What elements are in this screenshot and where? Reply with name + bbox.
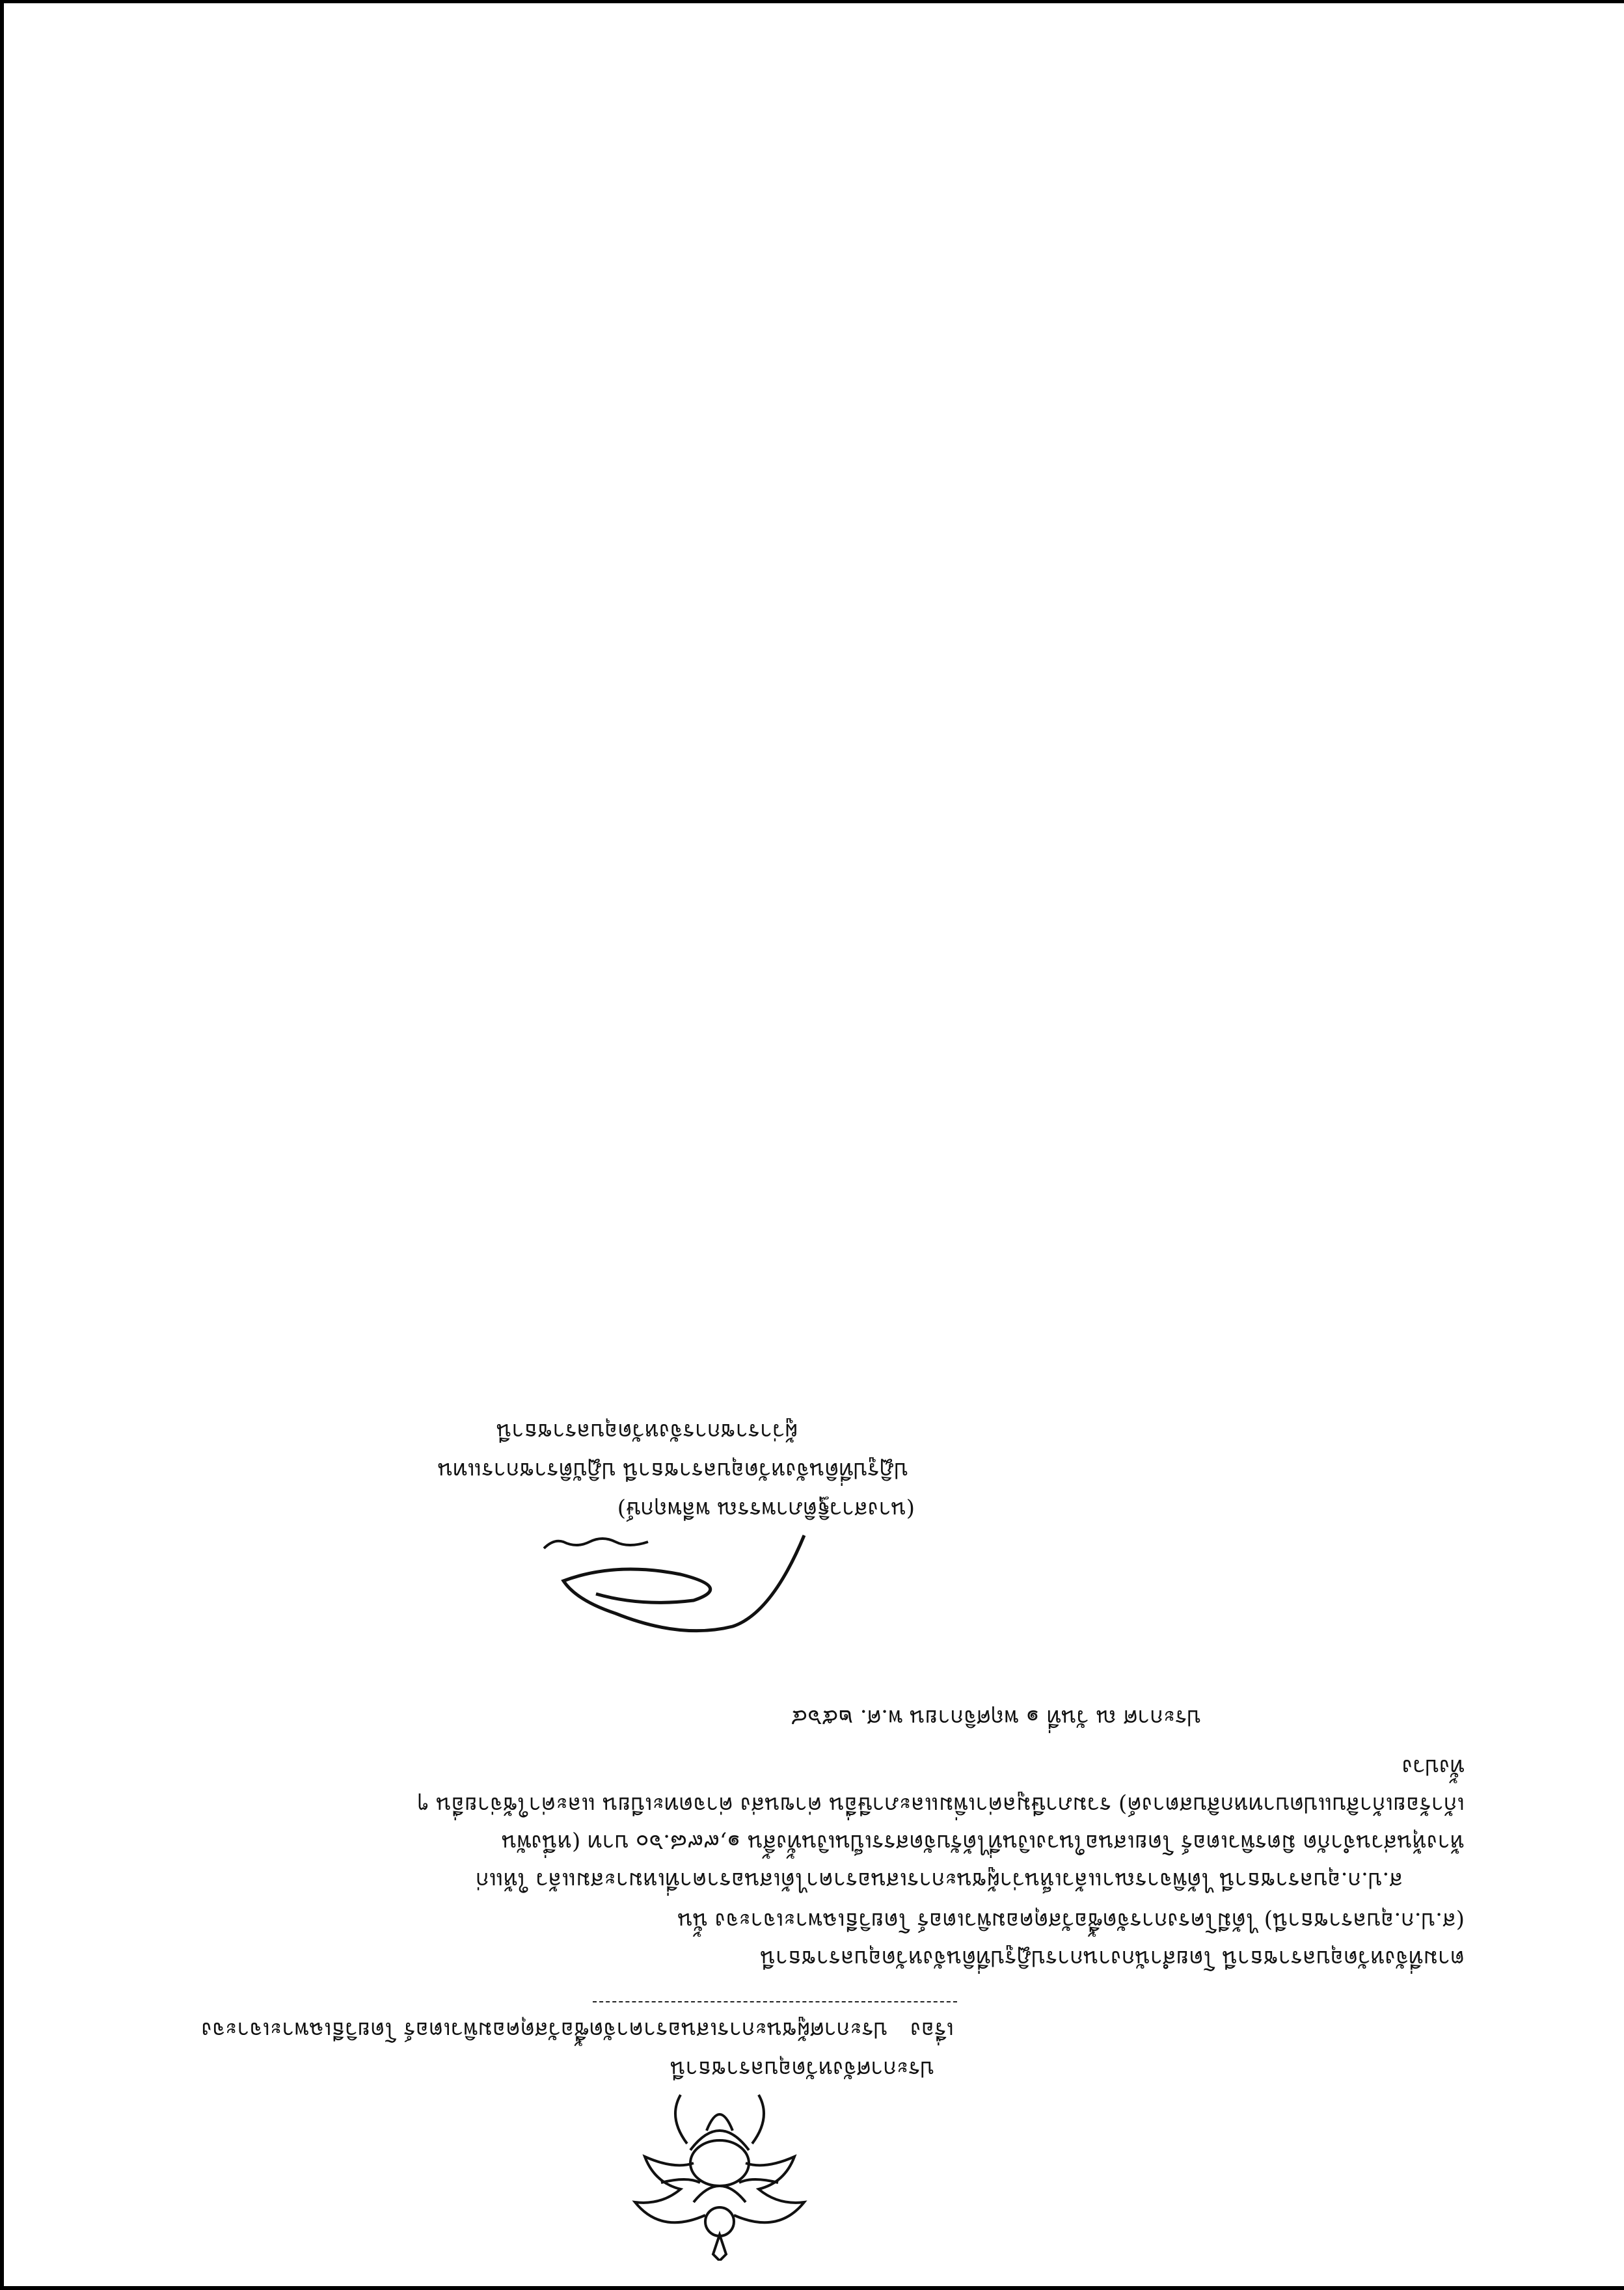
paragraph-line: (ส.ป.ก.อุบลราชธานี) ได้มีโครงการจัดซื้อวัสดุคอมพิวเตอร์ โดยวิธีเฉพาะเจาะจง นั้น: [677, 1907, 1465, 1933]
paragraph-line: ห้างหุ้นส่วนจำกัด มิตรพิวเตอร์ โดยเสนอในวงเงินที่ได้รับจัดสรรเป็นเงินทั้งสิ้น ๑,๙๙๘.๖๐ บาท (หนึ่งพัน: [502, 1829, 1465, 1855]
paragraph-line: ส.ป.ก.อุบลราชธานี ได้พิจารณาแล้วเห็นว่าผู้ชนะการเสนอราคาได้เสนอราคาที่เหมาะสมแล้ว ให้แก่: [476, 1867, 1403, 1893]
signer-name: (นางสาวฐิติภาพรรณ พลีพฤกษ์): [617, 1496, 915, 1522]
paragraph-line: ทั้งปวง: [1401, 1754, 1465, 1780]
handwritten-signature: [537, 1529, 811, 1639]
announcement-subject: [201, 2017, 954, 2043]
subject-text: ประกาศผู้ชนะการเสนอราคาจัดซื้อวัสดุคอมพิวเตอร์ โดยวิธีเฉพาะเจาะจง: [201, 2017, 888, 2043]
signer-position: ผู้ว่าราชการจังหวัดอุบลราชธานี: [496, 1418, 798, 1444]
divider-line: [593, 2001, 957, 2002]
paragraph-line: เก้าร้อยเก้าสิบแปดบาทหกสิบสตางค์) รวมภาษีมูลค่าเพิ่มและภาษีอื่น ค่าขนส่ง ค่าจดทะเบียน และค่าใช้จ่ายอื่น ๆ: [417, 1792, 1465, 1818]
announcement-date: ประกาศ ณ วันที่ ๑ พฤศจิกายน พ.ศ. ๒๕๖๔: [791, 1704, 1201, 1731]
subject-label: เรื่อง: [910, 2017, 954, 2043]
garuda-emblem: [622, 2085, 817, 2261]
announcement-title: ประกาศจังหวัดอุบลราชธานี: [670, 2056, 934, 2082]
paragraph-line: ตามที่จังหวัดอุบลราชธานี โดยสำนักงานการปฏิรูปที่ดินจังหวัดอุบลราชธานี: [760, 1945, 1465, 1971]
signer-position: ปฏิรูปที่ดินจังหวัดอุบลราชธานี ปฏิบัติราชการแทน: [437, 1457, 908, 1483]
